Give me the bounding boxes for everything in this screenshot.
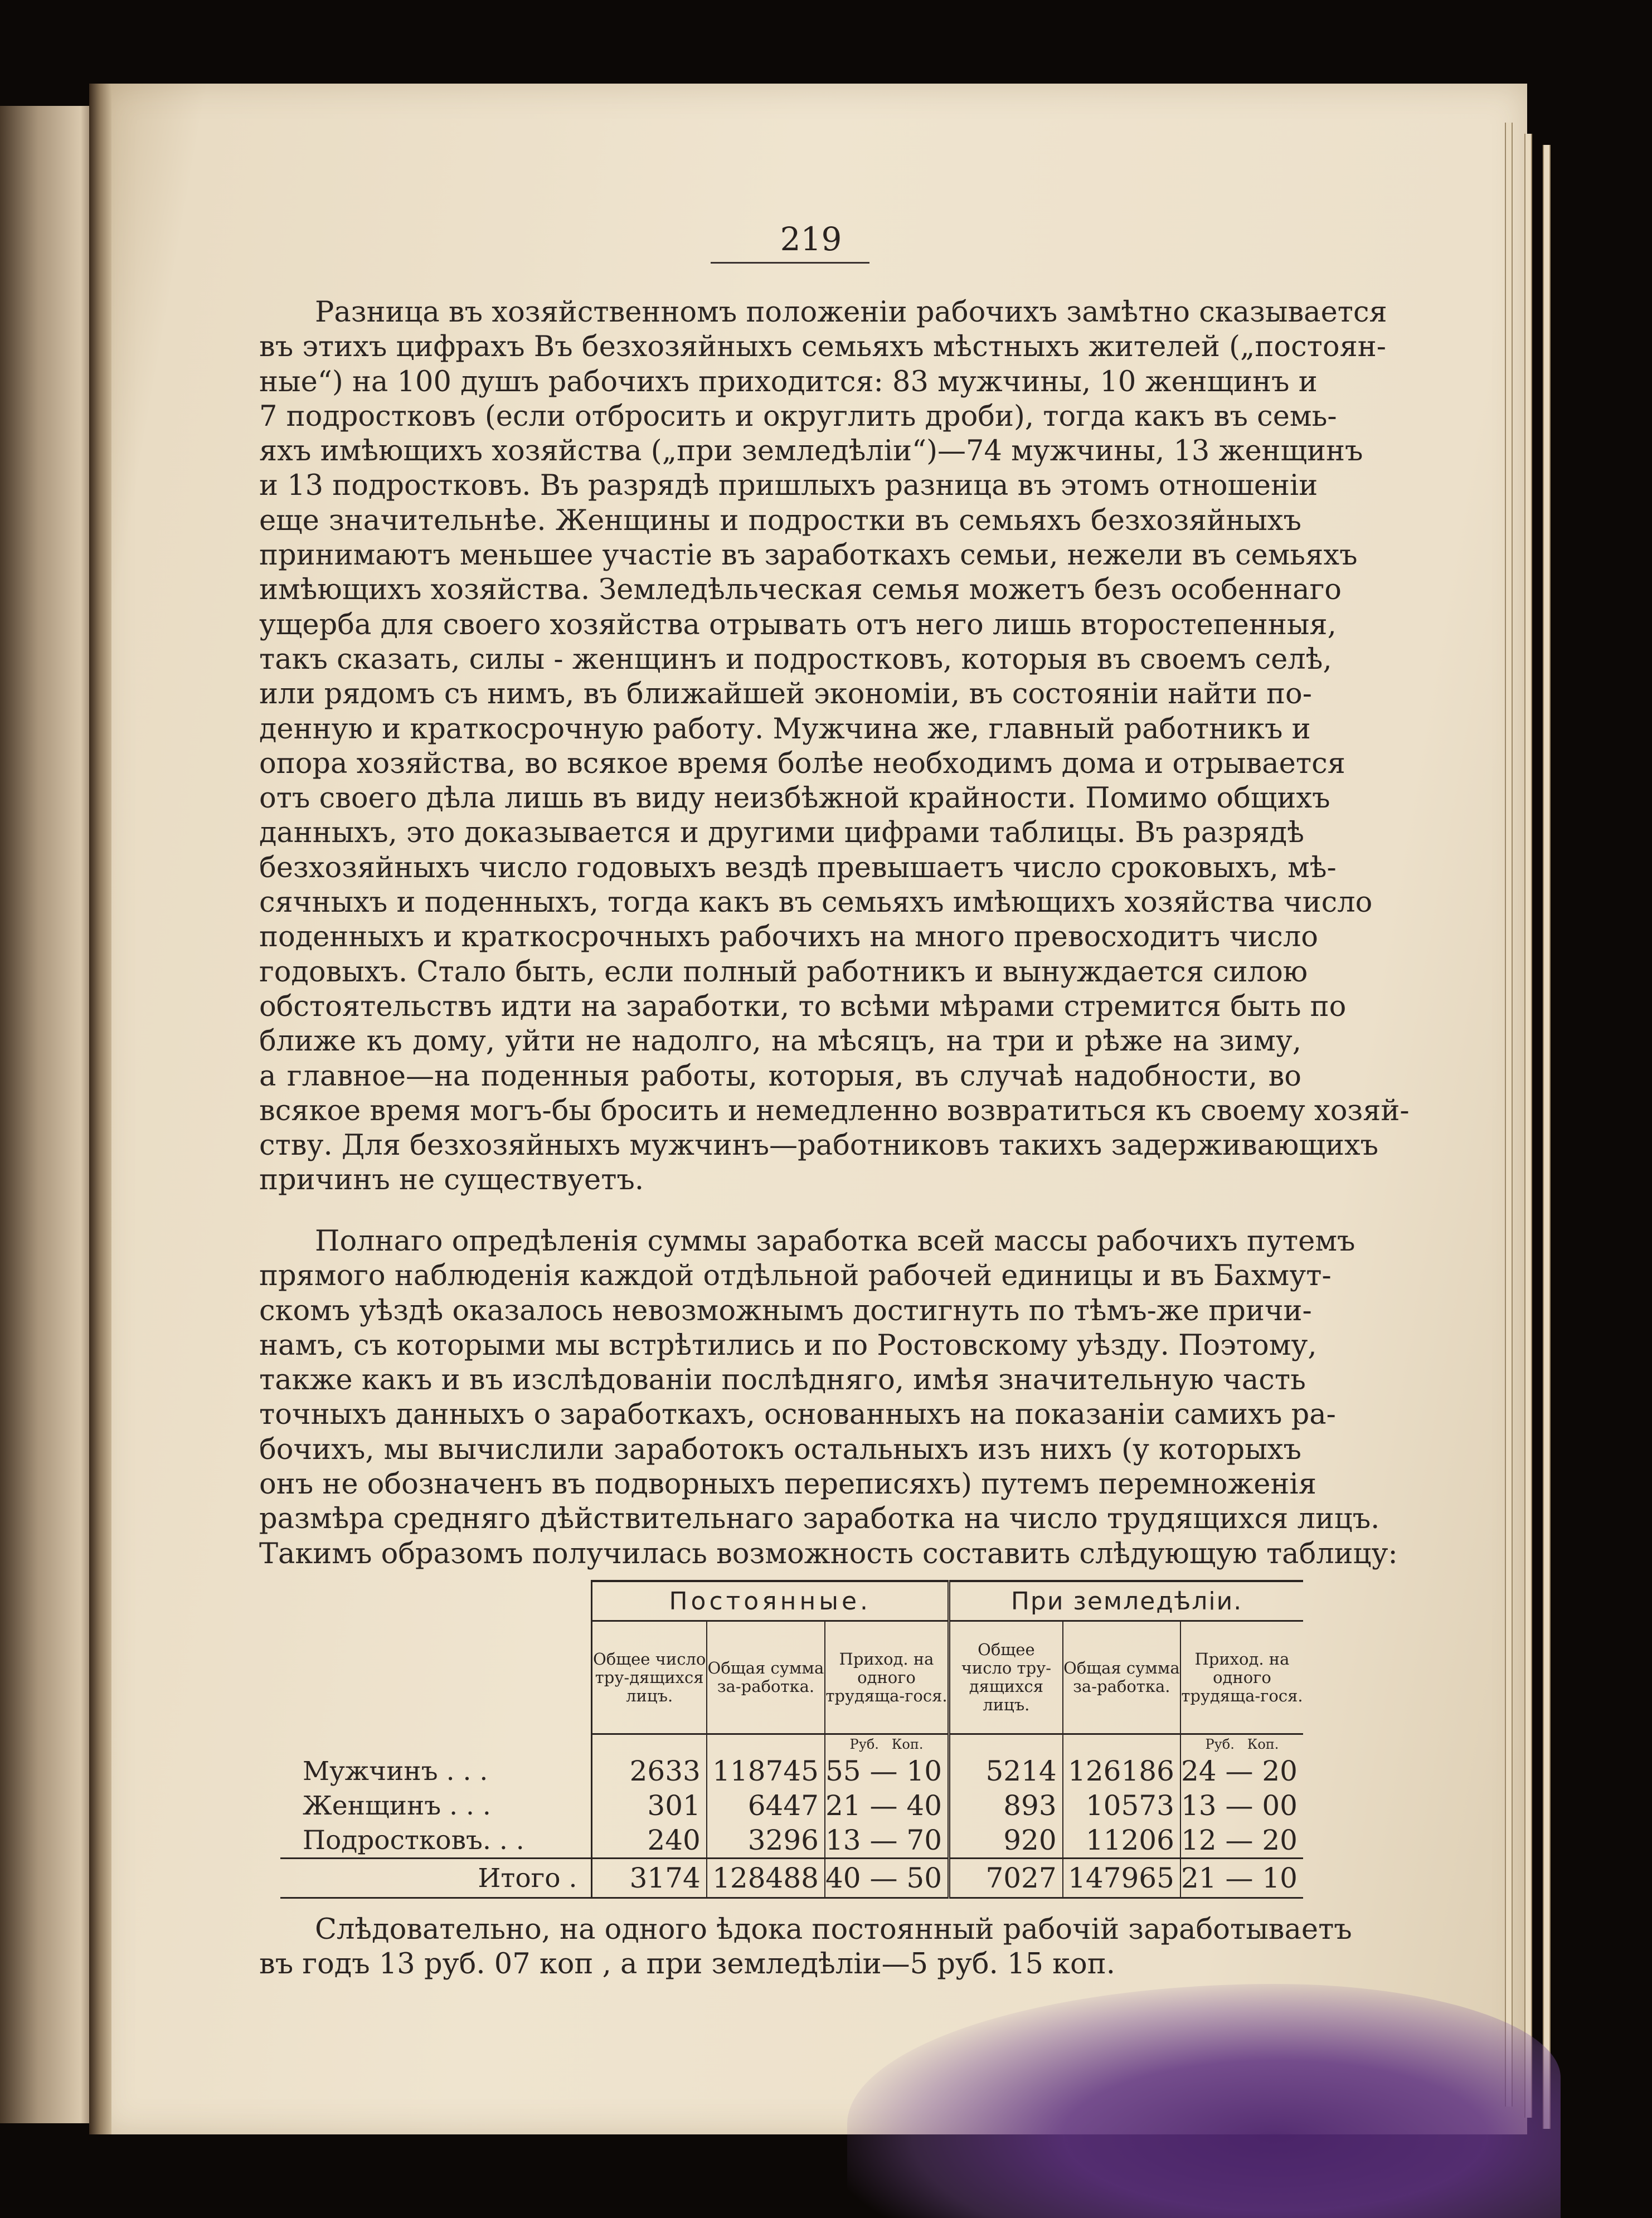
text-line: ущерба для своего хозяйства отрывать отъ него лишь второстепенныя,	[259, 608, 1337, 641]
text-line: скомъ уѣздѣ оказалось невозможнымъ достигнуть по тѣмъ-же причи-	[259, 1294, 1312, 1327]
cell-sum: 128488	[707, 1859, 825, 1898]
text-line: бочихъ, мы вычислили заработокъ остальныхъ изъ нихъ (у которыхъ	[259, 1433, 1301, 1466]
text-line: годовыхъ. Стало быть, если полный работникъ и вынуждается силою	[259, 955, 1308, 989]
text-line: Полнаго опредѣленiя суммы заработка всей массы рабочихъ путемъ	[315, 1225, 1355, 1258]
text-line: Слѣдовательно, на одного ѣдока постоянный рабочiй заработываетъ	[315, 1913, 1352, 1946]
cell-income: 13 — 00	[1180, 1788, 1303, 1823]
cell-count: 301	[592, 1788, 707, 1823]
text-line: ству. Для безхозяйныхъ мужчинъ—работниковъ такихъ задерживающихъ	[259, 1129, 1379, 1162]
text-line: онъ не обозначенъ въ подворныхъ переписяхъ) путемъ перемноженiя	[259, 1468, 1316, 1501]
col-header-income: Приход. на одного трудяща-гося.	[1180, 1621, 1303, 1734]
group-header-permanent: Постоянные.	[592, 1581, 949, 1621]
paragraph-2	[259, 1224, 1398, 1572]
paragraph-3	[259, 1913, 1352, 1982]
cell-sum: 10573	[1063, 1788, 1180, 1823]
text-line: всякое время могъ-бы бросить и немедленно возвратиться къ своему хозяй-	[259, 1094, 1410, 1127]
cell-sum: 6447	[707, 1788, 825, 1823]
cell-income: 40 — 50	[825, 1859, 949, 1898]
text-line: такъ сказать, силы - женщинъ и подростковъ, которыя въ своемъ селѣ,	[259, 643, 1332, 676]
text-line: а главное—на поденныя работы, которыя, въ случаѣ надобности, во	[259, 1059, 1301, 1093]
text-line: яхъ имѣющихъ хозяйства („при земледѣлiи“)—74 мужчины, 13 женщинъ	[259, 435, 1363, 468]
text-line: причинъ не существуетъ.	[259, 1164, 644, 1197]
page-number: 219	[780, 220, 842, 258]
cell-income: 24 — 20	[1180, 1754, 1303, 1788]
table-row	[280, 1823, 1303, 1859]
page-edge	[1524, 134, 1532, 2118]
text-line: Такимъ образомъ получилась возможность составить слѣдующую таблицу:	[259, 1537, 1398, 1570]
text-line: въ годъ 13 руб. 07 коп , а при земледѣлiи—5 руб. 15 коп.	[259, 1948, 1115, 1981]
page-edge	[1505, 123, 1513, 2107]
units-label: Руб. Коп.	[825, 1734, 949, 1754]
text-line: размѣра средняго дѣйствительнаго заработка на число трудящихся лицъ.	[259, 1502, 1380, 1536]
cell-income: 12 — 20	[1180, 1823, 1303, 1859]
col-header-sum: Общая сумма за-работка.	[1063, 1621, 1180, 1734]
cell-income: 13 — 70	[825, 1823, 949, 1859]
left-page-edge	[0, 106, 95, 2123]
text-line: денную и краткосрочную работу. Мужчина же, главный работникъ и	[259, 712, 1311, 746]
cell-sum: 11206	[1063, 1823, 1180, 1859]
table-corner	[280, 1581, 592, 1734]
text-line: опора хозяйства, во всякое время болѣе необходимъ дома и отрывается	[259, 747, 1345, 780]
cell-income: 55 — 10	[825, 1754, 949, 1788]
text-line: намъ, съ которыми мы встрѣтились и по Ростовскому уѣзду. Поэтому,	[259, 1329, 1317, 1362]
text-line: еще значительнѣе. Женщины и подростки въ семьяхъ безхозяйныхъ	[259, 504, 1301, 537]
text-line: ближе къ дому, уйти не надолго, на мѣсяцъ, на три и рѣже на зиму,	[259, 1025, 1301, 1058]
col-header-sum: Общая сумма за-работка.	[707, 1621, 825, 1734]
text-line: также какъ и въ изслѣдованiи послѣдняго, имѣя значительную часть	[259, 1364, 1306, 1397]
page-edge	[1543, 145, 1551, 2129]
text-line: Разница въ хозяйственномъ положенiи рабочихъ замѣтно сказывается	[315, 296, 1387, 329]
cell-sum: 3296	[707, 1823, 825, 1859]
text-line: данныхъ, это доказывается и другими цифрами таблицы. Въ разрядѣ	[259, 816, 1304, 850]
cell-count: 893	[1003, 1789, 1057, 1822]
cell-count: 5214	[985, 1755, 1057, 1787]
text-line: ные“) на 100 душъ рабочихъ приходится: 83 мужчины, 10 женщинъ и	[259, 365, 1318, 398]
text-line: отъ своего дѣла лишь въ виду неизбѣжной крайности. Помимо общихъ	[259, 782, 1330, 815]
text-line: и 13 подростковъ. Въ разрядѣ пришлыхъ разница въ этомъ отношенiи	[259, 469, 1318, 503]
text-line: поденныхъ и краткосрочныхъ рабочихъ на много превосходитъ число	[259, 921, 1318, 954]
row-label: Женщинъ . . .	[303, 1790, 491, 1821]
text-line: или рядомъ съ нимъ, въ ближайшей экономiи, въ состоянiи найти по-	[259, 678, 1312, 711]
cell-count: 3174	[592, 1859, 707, 1898]
row-label: Подростковъ. . .	[303, 1825, 524, 1856]
col-header-count: Общее число тру-дящихся лицъ.	[949, 1621, 1063, 1734]
cell-count: 920	[1003, 1824, 1057, 1856]
row-label: Мужчинъ . . .	[303, 1755, 488, 1787]
total-label: Итого .	[280, 1859, 592, 1898]
text-line: безхозяйныхъ число годовыхъ вездѣ превышаетъ число сроковыхъ, мѣ-	[259, 851, 1337, 884]
cell-sum: 147965	[1063, 1859, 1180, 1898]
group-header-agricultural: При земледѣлiи.	[949, 1581, 1303, 1621]
cell-count: 7027	[949, 1859, 1063, 1898]
text-line: точныхъ данныхъ о заработкахъ, основанныхъ на показанiи самихъ ра-	[259, 1398, 1336, 1432]
text-line: сячныхъ и поденныхъ, тогда какъ въ семьяхъ имѣющихъ хозяйства число	[259, 886, 1373, 920]
table-row	[280, 1754, 1303, 1788]
cell-income: 21 — 10	[1180, 1859, 1303, 1898]
cell-count: 240	[592, 1823, 707, 1859]
col-header-income: Приход. на одного трудяща-гося.	[825, 1621, 949, 1734]
book-gutter	[89, 84, 111, 2134]
col-header-count: Общее число тру-дящихся лицъ.	[592, 1621, 707, 1734]
text-line: въ этихъ цифрахъ Въ безхозяйныхъ семьяхъ мѣстныхъ жителей („постоян-	[259, 330, 1386, 364]
text-line: 7 подростковъ (если отбросить и округлить дроби), тогда какъ въ семь-	[259, 400, 1337, 433]
cell-count: 2633	[592, 1754, 707, 1788]
earnings-table	[280, 1580, 1303, 1899]
table-row	[280, 1788, 1303, 1823]
page-number-rule	[711, 262, 869, 264]
text-line: принимаютъ меньшее участiе въ заработкахъ семьи, нежели въ семьяхъ	[259, 539, 1358, 572]
cell-income: 21 — 40	[825, 1788, 949, 1823]
paragraph-1	[259, 295, 1410, 1198]
total-row	[280, 1859, 1303, 1898]
text-line: обстоятельствъ идти на заработки, то всѣми мѣрами стремится быть по	[259, 990, 1347, 1023]
units-label: Руб. Коп.	[1180, 1734, 1303, 1754]
cell-sum: 118745	[707, 1754, 825, 1788]
cell-sum: 126186	[1063, 1754, 1180, 1788]
text-line: имѣющихъ хозяйства. Земледѣльческая семья можетъ безъ особеннаго	[259, 573, 1342, 607]
text-line: прямого наблюденiя каждой отдѣльной рабочей единицы и въ Бахмут-	[259, 1259, 1332, 1293]
